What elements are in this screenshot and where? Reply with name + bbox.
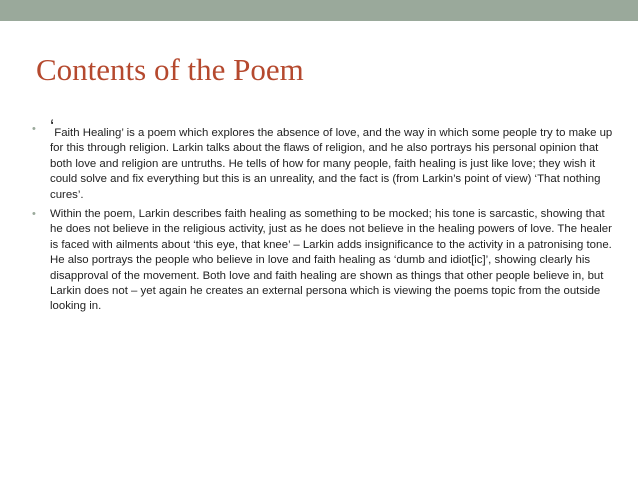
bullet-text — [50, 207, 616, 315]
bullet-list — [30, 117, 616, 319]
opening-quote-mark: ‘ — [50, 117, 55, 138]
top-accent-band — [0, 0, 638, 21]
bullet-item — [30, 207, 616, 315]
bullet-text — [50, 117, 616, 203]
bullet-marker: • — [32, 208, 36, 221]
bullet-body: Within the poem, Larkin describes faith healing as something to be mocked; his tone is sarcastic, showing that he does not believe in the religious activity, just as he does not believe in the healing powers of love. The healer is faced with ailments about ‘this eye, that knee’ – Larkin adds insignificance to the activity in a patronising tone. He also portrays the people who believe in love and faith healing as ‘dumb and idiot[ic]’, showing clearly his disapproval of the movement. Both love and faith healing are shown as things that other people believe in, but Larkin does not – yet again he creates an external persona which is viewing the poems topic from the outside looking in. — [50, 208, 612, 313]
bullet-body: Faith Healing’ is a poem which explores the absence of love, and the way in which some people try to make up for this through religion. Larkin talks about the flaws of religion, and he also portrays his personal opinion that both love and religion are untruths. He tells of how for many people, faith healing is just like love; they wish it could solve and fix everything but this is an unreality, and the fact is (from Larkin’s point of view) ‘That nothing cures’. — [50, 127, 613, 201]
bullet-marker: • — [32, 123, 36, 135]
slide-title: Contents of the Poem — [36, 52, 304, 87]
bullet-item — [30, 117, 616, 203]
